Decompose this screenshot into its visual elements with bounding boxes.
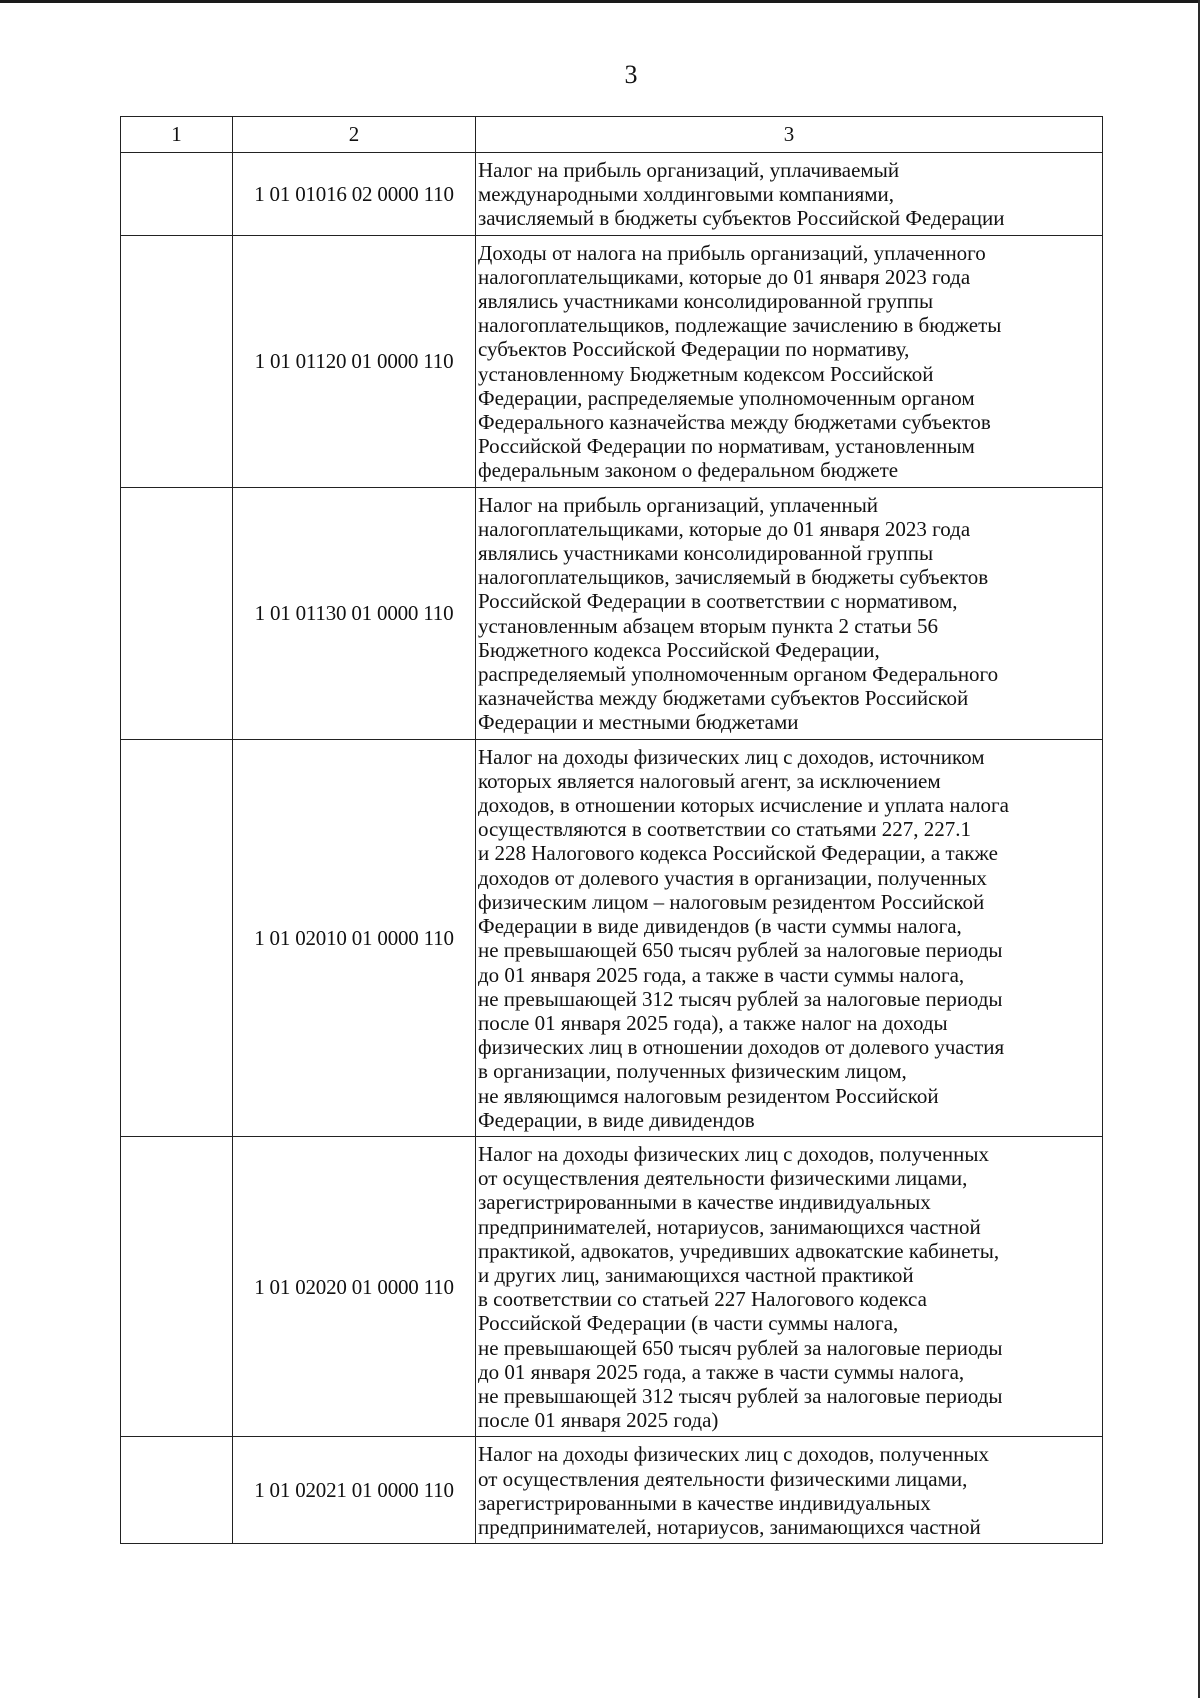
- description-line: не превышающей 650 тысяч рублей за налоговые периоды: [478, 1335, 1003, 1360]
- revenue-description: [476, 235, 1103, 487]
- description-line: Бюджетного кодекса Российской Федерации,: [478, 637, 880, 662]
- description-line: зарегистрированными в качестве индивидуальных: [478, 1190, 931, 1215]
- row-number-cell: [121, 1437, 233, 1544]
- description-line: Федерации в виде дивидендов (в части суммы налога,: [478, 914, 962, 939]
- row-number-cell: [121, 153, 233, 236]
- description-line: субъектов Российской Федерации по нормативу,: [478, 337, 910, 362]
- description-line: налогоплательщиками, которые до 01 января 2023 года: [478, 264, 971, 289]
- description-line: Федерации, распределяемые уполномоченным органом: [478, 385, 975, 410]
- revenue-description: [476, 739, 1103, 1136]
- budget-classification-code: 1 01 01016 02 0000 110: [233, 153, 476, 236]
- table-row: [121, 487, 1103, 739]
- description-line: и других лиц, занимающихся частной практикой: [478, 1262, 914, 1287]
- description-line: и 228 Налогового кодекса Российской Федерации, а также: [478, 841, 998, 866]
- description-line: в соответствии со статьей 227 Налогового кодекса: [478, 1287, 927, 1312]
- description-line: доходов от долевого участия в организации, полученных: [478, 865, 987, 890]
- table-row: [121, 739, 1103, 1136]
- column-header-3: 3: [476, 117, 1103, 153]
- budget-classification-code: 1 01 02010 01 0000 110: [233, 739, 476, 1136]
- table-row: [121, 153, 1103, 236]
- description-line: осуществляются в соответствии со статьями 227, 227.1: [478, 817, 972, 842]
- description-line: Налог на прибыль организаций, уплачиваемый: [478, 158, 900, 182]
- description-line: Российской Федерации по нормативам, установленным: [478, 434, 975, 459]
- description-line: не превышающей 312 тысяч рублей за налоговые периоды: [478, 986, 1003, 1011]
- row-number-cell: [121, 1136, 233, 1436]
- description-line: которых является налоговый агент, за исключением: [478, 768, 941, 793]
- revenue-description: [476, 487, 1103, 739]
- description-line: установленным абзацем вторым пункта 2 статьи 56: [478, 613, 938, 638]
- description-line: от осуществления деятельности физическими лицами,: [478, 1466, 968, 1491]
- page-number: 3: [624, 60, 638, 89]
- description-line: предпринимателей, нотариусов, занимающихся частной: [478, 1214, 981, 1239]
- description-line: от осуществления деятельности физическими лицами,: [478, 1166, 968, 1191]
- description-line: Федерации, в виде дивидендов: [478, 1107, 755, 1132]
- description-line: в организации, полученных физическим лицом,: [478, 1059, 907, 1084]
- description-line: являлись участниками консолидированной группы: [478, 541, 934, 566]
- description-line: до 01 января 2025 года, а также в части суммы налога,: [478, 1359, 965, 1384]
- revenue-description: [476, 153, 1103, 236]
- scan-edge-top: [0, 0, 1200, 3]
- table-row: [121, 235, 1103, 487]
- column-header-2: 2: [233, 117, 476, 153]
- row-number-cell: [121, 739, 233, 1136]
- description-line: установленному Бюджетным кодексом Российской: [478, 361, 934, 386]
- description-line: после 01 января 2025 года): [478, 1408, 719, 1433]
- description-line: международными холдинговыми компаниями,: [478, 182, 895, 207]
- description-line: Налог на доходы физических лиц с доходов, полученных: [478, 1141, 989, 1166]
- description-line: практикой, адвокатов, учредивших адвокатские кабинеты,: [478, 1238, 1000, 1263]
- description-line: Российской Федерации (в части суммы налога,: [478, 1311, 899, 1336]
- description-line: налогоплательщиков, подлежащие зачислению в бюджеты: [478, 313, 1002, 338]
- description-line: налогоплательщиками, которые до 01 января 2023 года: [478, 516, 971, 541]
- description-line: не превышающей 312 тысяч рублей за налоговые периоды: [478, 1383, 1003, 1408]
- description-line: до 01 января 2025 года, а также в части суммы налога,: [478, 962, 965, 987]
- description-line: налогоплательщиков, зачисляемый в бюджеты субъектов: [478, 565, 989, 590]
- description-line: не превышающей 650 тысяч рублей за налоговые периоды: [478, 938, 1003, 963]
- description-line: Налог на доходы физических лиц с доходов, полученных: [478, 1442, 989, 1467]
- description-line: казначейства между бюджетами субъектов Российской: [478, 686, 969, 711]
- description-line: Доходы от налога на прибыль организаций, уплаченного: [478, 240, 986, 265]
- description-line: являлись участниками консолидированной группы: [478, 289, 934, 314]
- table-row: [121, 1437, 1103, 1544]
- description-line: Федерального казначейства между бюджетами субъектов: [478, 410, 991, 435]
- row-number-cell: [121, 235, 233, 487]
- description-line: Налог на доходы физических лиц с доходов, источником: [478, 744, 985, 769]
- table-body: [121, 117, 1103, 1544]
- budget-classification-code: 1 01 02020 01 0000 110: [233, 1136, 476, 1436]
- column-header-1: 1: [121, 117, 233, 153]
- description-line: предпринимателей, нотариусов, занимающихся частной: [478, 1514, 981, 1539]
- table-row: [121, 1136, 1103, 1436]
- description-line: физическим лицом – налоговым резидентом Российской: [478, 889, 985, 914]
- budget-classification-code: 1 01 02021 01 0000 110: [233, 1437, 476, 1544]
- description-line: физических лиц в отношении доходов от долевого участия: [478, 1035, 1005, 1060]
- description-line: не являющимся налоговым резидентом Российской: [478, 1083, 939, 1108]
- description-line: после 01 января 2025 года), а также налог на доходы: [478, 1010, 948, 1035]
- revenue-codes-table: [120, 116, 1103, 1544]
- budget-classification-code: 1 01 01130 01 0000 110: [233, 487, 476, 739]
- description-line: зачисляемый в бюджеты субъектов Российской Федерации: [478, 206, 1005, 231]
- description-line: распределяемый уполномоченным органом Федерального: [478, 662, 999, 687]
- table-header-row: [121, 117, 1103, 153]
- description-line: зарегистрированными в качестве индивидуальных: [478, 1490, 931, 1515]
- description-line: федеральным законом о федеральном бюджете: [478, 458, 899, 483]
- description-line: Федерации и местными бюджетами: [478, 710, 799, 735]
- description-line: доходов, в отношении которых исчисление и уплата налога: [478, 793, 1009, 818]
- revenue-description: [476, 1437, 1103, 1544]
- description-line: Российской Федерации в соответствии с нормативом,: [478, 589, 958, 614]
- revenue-description: [476, 1136, 1103, 1436]
- budget-classification-code: 1 01 01120 01 0000 110: [233, 235, 476, 487]
- row-number-cell: [121, 487, 233, 739]
- description-line: Налог на прибыль организаций, уплаченный: [478, 492, 879, 517]
